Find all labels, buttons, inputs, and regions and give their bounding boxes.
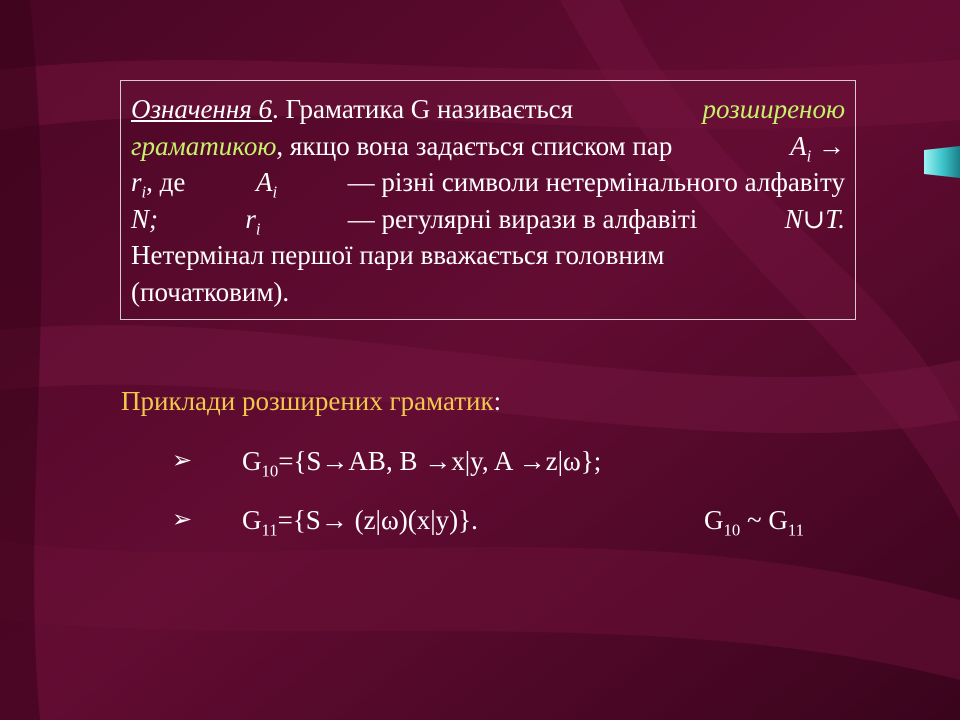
definition-box [120, 80, 856, 320]
arrow-symbol: → [818, 130, 845, 161]
definition-line-4: N; $r_i$ — регулярні вирази в алфавіті N∪T. [131, 203, 845, 238]
cyan-accent-tab [924, 146, 960, 178]
definition-line-3: $r_i$, де $A_i$ — різні символи нетермінального алфавіту [131, 167, 845, 202]
definition-label: Означення 6 [131, 94, 273, 124]
examples-heading: Приклади розширених граматик: [121, 386, 502, 416]
grammar-formula: $G_{10}=\{S\to AB$, B →x|y, A →z|ω}; [242, 446, 602, 481]
definition-line-2: граматикою, якщо вона задається списком пар $A_i$ → [131, 130, 845, 165]
term-grammar: граматикою [131, 130, 277, 161]
grammar-formula: $G_{11}=\{S\to (z|\omega)(x|y)\}$. [242, 505, 478, 540]
arrowhead-bullet-icon: ➢ [172, 446, 193, 474]
definition-line-1: Означення 6. Граматика G називається розширеною [131, 91, 845, 128]
equivalence-symbol: ~ [740, 505, 769, 535]
definition-line-5: Нетермінал першої пари вважається головним [131, 240, 665, 270]
equivalence-statement: $G_{10}$ ~ $G_{11}$ [704, 505, 804, 540]
term-extended: розширеною [702, 94, 845, 124]
definition-line-6: (початковим). [131, 276, 290, 307]
arrowhead-bullet-icon: ➢ [172, 505, 193, 533]
